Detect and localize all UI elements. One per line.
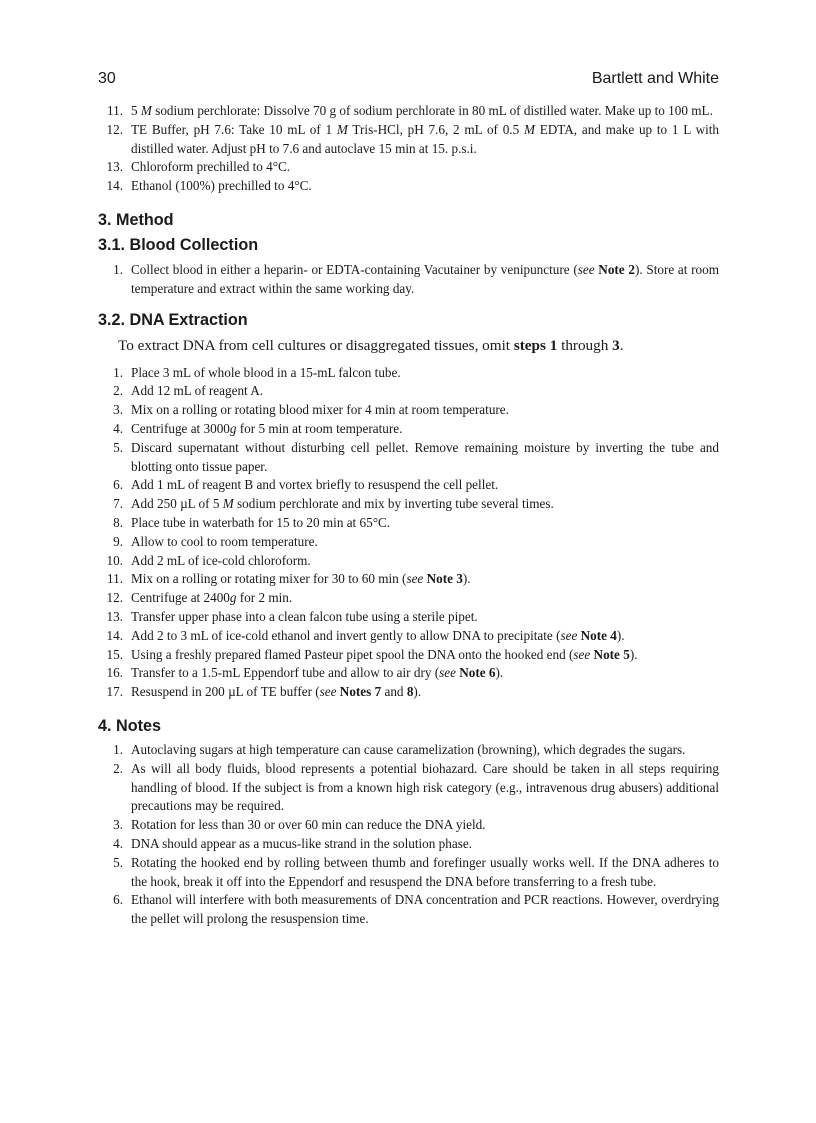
- text-run: g: [229, 590, 237, 606]
- item-number: 14.: [106, 627, 123, 643]
- text-run: see: [319, 684, 337, 700]
- list-item: [98, 683, 719, 702]
- list-item: [98, 102, 719, 121]
- list-item: [98, 420, 719, 439]
- text-run: DNA should appear as a mucus-like strand in the solution phase.: [131, 835, 472, 851]
- text-run: Allow to cool to room temperature.: [131, 533, 318, 549]
- item-number: 3.: [113, 817, 123, 833]
- text-run: 5: [131, 103, 141, 118]
- text-run: ). Store at room temperature and extract within the same working day.: [131, 261, 719, 296]
- text-run: see: [406, 571, 424, 587]
- item-number: 11.: [107, 571, 123, 587]
- blood-collection-list: [98, 261, 719, 299]
- text-run: M: [140, 103, 152, 118]
- list-item: [98, 121, 719, 159]
- item-number: 9.: [113, 533, 123, 549]
- item-number: 12.: [106, 121, 123, 137]
- text-run: Add 2 mL of ice-cold chloroform.: [131, 552, 311, 568]
- text-run: sodium perchlorate: Dissolve 70 g of sodium perchlorate in 80 mL of distilled water. Make up to 100 mL.: [151, 103, 713, 118]
- item-number: 5.: [113, 854, 123, 870]
- item-number: 2.: [113, 383, 123, 399]
- text-run: ).: [629, 646, 638, 662]
- text-run: Collect blood in either a heparin- or EDTA-containing Vacutainer by venipuncture (: [131, 261, 578, 277]
- item-number: 1.: [113, 364, 123, 380]
- text-run: Mix on a rolling or rotating blood mixer for 4 min at room temperature.: [131, 402, 509, 418]
- text-run: Add 12 mL of reagent A.: [131, 383, 264, 399]
- text-run: ).: [462, 571, 471, 587]
- text-run: see: [560, 627, 578, 643]
- text-run: TE Buffer, pH 7.6: Take 10 mL of 1: [131, 121, 337, 137]
- notes-heading: 4. Notes: [98, 716, 161, 735]
- list-item: [98, 854, 719, 892]
- text-run: Centrifuge at 2400: [131, 590, 230, 606]
- text-run: steps 1: [513, 336, 558, 354]
- list-item: [98, 476, 719, 495]
- text-run: To extract DNA from cell cultures or disaggregated tissues, omit: [118, 336, 514, 354]
- text-run: Note 5: [593, 646, 630, 662]
- text-run: ).: [495, 665, 504, 681]
- list-item: [98, 589, 719, 608]
- list-item: [98, 552, 719, 571]
- text-run: Place 3 mL of whole blood in a 15-mL falcon tube.: [131, 364, 401, 380]
- item-number: 4.: [113, 420, 123, 436]
- text-run: Discard supernatant without disturbing cell pellet. Remove remaining moisture by inverting the tube and blotting onto tissue paper.: [131, 439, 719, 474]
- list-item: [98, 495, 719, 514]
- item-number: 10.: [106, 552, 123, 568]
- text-run: Tris-HCl, pH 7.6, 2 mL of 0.5: [347, 121, 524, 137]
- text-run: Note 3: [426, 571, 463, 587]
- text-run: M: [336, 121, 348, 137]
- item-number: 6.: [113, 477, 123, 493]
- text-run: Add 1 mL of reagent B and vortex briefly to resuspend the cell pellet.: [131, 477, 499, 493]
- text-run: Transfer upper phase into a clean falcon tube using a sterile pipet.: [131, 608, 478, 624]
- item-number: 3.: [113, 402, 123, 418]
- list-item: [98, 261, 719, 299]
- list-item: [98, 570, 719, 589]
- item-number: 13.: [106, 159, 123, 175]
- item-number: 1.: [113, 741, 123, 757]
- list-item: [98, 835, 719, 854]
- list-item: [98, 664, 719, 683]
- item-number: 1.: [113, 261, 123, 277]
- blood-collection-heading: 3.1. Blood Collection: [98, 235, 259, 254]
- text-run: 3: [612, 336, 620, 354]
- running-title: Bartlett and White: [591, 70, 719, 87]
- page-number: 30: [98, 70, 116, 87]
- text-run: Place tube in waterbath for 15 to 20 min at 65°C.: [131, 514, 391, 530]
- text-run: Autoclaving sugars at high temperature can cause caramelization (browning), which degrades the sugars.: [131, 741, 686, 757]
- materials-list: [98, 102, 719, 196]
- item-number: 11.: [107, 103, 123, 118]
- item-number: 13.: [106, 608, 123, 624]
- list-item: [98, 439, 719, 477]
- item-number: 14.: [106, 178, 123, 194]
- text-run: Add 2 to 3 mL of ice-cold ethanol and invert gently to allow DNA to precipitate (: [131, 627, 561, 643]
- text-run: Centrifuge at 3000: [131, 420, 230, 436]
- dna-extraction-intro: [98, 336, 719, 356]
- text-run: sodium perchlorate and mix by inverting tube several times.: [233, 496, 554, 512]
- list-item: [98, 533, 719, 552]
- text-run: Using a freshly prepared flamed Pasteur pipet spool the DNA onto the hooked end (: [131, 646, 574, 662]
- list-item: [98, 627, 719, 646]
- text-run: EDTA, and make up to 1 L with distilled water. Adjust pH to 7.6 and autoclave 15 min at 15. p.s.i.: [131, 121, 720, 156]
- notes-list: [98, 741, 719, 929]
- text-run: Transfer to a 1.5-mL Eppendorf tube and allow to air dry (: [131, 665, 440, 681]
- text-run: .: [619, 336, 624, 354]
- method-heading: 3. Method: [98, 210, 174, 229]
- text-run: through: [557, 336, 613, 354]
- text-run: for 2 min.: [236, 590, 293, 606]
- text-run: ).: [616, 627, 625, 643]
- list-item: [98, 891, 719, 929]
- item-number: 12.: [106, 590, 123, 606]
- text-run: Ethanol will interfere with both measurements of DNA concentration and PCR reactions. However, overdrying the pellet will prolong the resuspension time.: [131, 892, 719, 927]
- text-run: Note 2: [598, 261, 635, 277]
- text-run: 8: [406, 684, 414, 700]
- text-run: Rotation for less than 30 or over 60 min can reduce the DNA yield.: [131, 817, 486, 833]
- text-run: see: [573, 646, 591, 662]
- text-run: Ethanol (100%) prechilled to 4°C.: [131, 178, 312, 194]
- text-run: M: [523, 121, 535, 137]
- item-number: 7.: [113, 496, 123, 512]
- list-item: [98, 816, 719, 835]
- list-item: [98, 646, 719, 665]
- text-run: Add 250 µL of 5: [131, 496, 223, 512]
- text-run: M: [222, 496, 234, 512]
- text-run: Mix on a rolling or rotating mixer for 30 to 60 min (: [131, 571, 407, 587]
- text-run: As will all body fluids, blood represents a potential biohazard. Care should be taken in all steps requiring handling of blood. If the subject is from a known high risk category (e.g., intravenous drug abusers) additional precautions may be required.: [131, 760, 719, 814]
- list-item: [98, 741, 719, 760]
- list-item: [98, 158, 719, 177]
- list-item: [98, 382, 719, 401]
- text-run: g: [229, 420, 237, 436]
- text-run: Chloroform prechilled to 4°C.: [131, 159, 291, 175]
- text-run: see: [577, 261, 595, 277]
- dna-extraction-heading: 3.2. DNA Extraction: [98, 310, 248, 329]
- list-item: [98, 401, 719, 420]
- text-run: Notes 7: [339, 684, 382, 700]
- list-item: [98, 514, 719, 533]
- item-number: 4.: [113, 835, 123, 851]
- text-run: ).: [413, 684, 422, 700]
- list-item: [98, 177, 719, 196]
- item-number: 16.: [106, 665, 123, 681]
- text-run: Rotating the hooked end by rolling between thumb and forefinger usually works well. If the DNA adheres to the hook, break it off into the Eppendorf and resuspend the DNA before transferring to a fresh tube.: [131, 854, 719, 889]
- dna-extraction-list: [98, 364, 719, 702]
- page: [98, 70, 719, 929]
- running-head: [98, 70, 719, 94]
- item-number: 8.: [113, 514, 123, 530]
- text-run: see: [439, 665, 456, 681]
- item-number: 17.: [106, 684, 123, 700]
- item-number: 15.: [106, 646, 123, 662]
- list-item: [98, 364, 719, 383]
- text-run: Note 4: [580, 627, 617, 643]
- text-run: and: [381, 684, 407, 700]
- list-item: [98, 760, 719, 816]
- text-run: Note 6: [459, 665, 496, 681]
- list-item: [98, 608, 719, 627]
- text-run: for 5 min at room temperature.: [236, 420, 403, 436]
- item-number: 5.: [113, 439, 123, 455]
- text-run: Resuspend in 200 µL of TE buffer (: [131, 684, 320, 700]
- item-number: 6.: [113, 892, 123, 908]
- item-number: 2.: [113, 760, 123, 776]
